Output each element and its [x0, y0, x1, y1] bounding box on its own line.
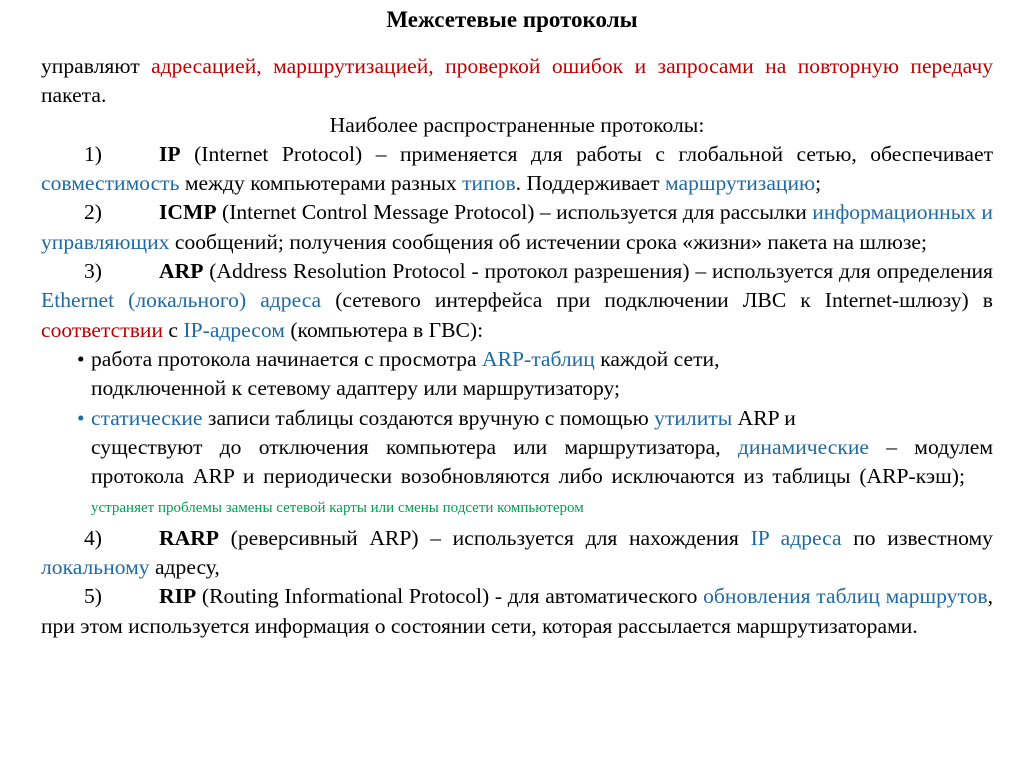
item-highlight: совместимость — [41, 171, 180, 196]
intro-paragraph — [41, 52, 993, 111]
bullet-dot: • — [77, 346, 85, 371]
protocol-name: ARP — [159, 259, 204, 284]
protocol-item-ip — [41, 140, 993, 199]
item-highlight: маршрутизацию — [664, 171, 816, 196]
bullet-highlight: статические — [91, 405, 203, 430]
protocol-item-rip — [41, 582, 993, 641]
item-number: 1) — [84, 141, 102, 166]
item-text: адресу, — [154, 555, 220, 580]
item-text: , при этом используется информация о состоянии сети, которая рассылается маршрутизаторами. — [41, 584, 993, 638]
item-text: (сетевого интерфейса при подключении ЛВС к Internet-шлюзу) в — [335, 288, 993, 313]
item-highlight: локальному — [41, 555, 150, 580]
item-text: между компьютерами разных — [184, 171, 457, 196]
item-highlight: IP адреса — [750, 525, 842, 550]
item-text: (Routing Informational Protocol) - для автоматического — [201, 584, 698, 609]
intro-text-2: пакета. — [41, 83, 107, 108]
bullet-text: – модулем протокола ARP и периодически возобновляются либо исключаются из таблицы (ARP-кэш); — [91, 434, 993, 489]
bullet-text: работа протокола начинается с просмотра — [91, 346, 477, 371]
bullet-dot: • — [77, 405, 85, 430]
protocol-name: RARP — [159, 525, 219, 550]
item-highlight: Ethernet (локального) адреса — [41, 288, 322, 313]
intro-text-1: управляют — [41, 54, 140, 78]
arp-bullet-1 — [41, 345, 993, 374]
intro-highlight: адресацией, маршрутизацией, проверкой ошибок и запросами на повторную передачу — [151, 54, 993, 78]
bullet-note: устраняет проблемы замены сетевой карты или смены подсети компьютером — [91, 500, 584, 517]
item-highlight: информационных и управляющих — [41, 200, 993, 254]
item-text: (Internet Protocol) – применяется для работы с глобальной сетью, обеспечивает — [194, 141, 994, 166]
protocol-item-arp — [41, 257, 993, 345]
subtitle: Наиболее распространенные протоколы: — [329, 112, 705, 137]
item-highlight: IP-адресом — [183, 317, 285, 342]
bullet-highlight: ARP-таблиц — [482, 346, 595, 371]
protocol-name: ICMP — [159, 200, 217, 225]
item-highlight: обновления таблиц маршрутов — [703, 584, 988, 609]
item-text: (Internet Control Message Protocol) – используется для рассылки — [222, 200, 807, 225]
arp-bullet-2 — [41, 404, 993, 433]
item-text: . Поддерживает — [515, 171, 660, 196]
item-text: (компьютера в ГВС): — [290, 317, 484, 342]
item-highlight-red: соответствии — [41, 317, 164, 342]
bullet-text: существуют до отключения компьютера или маршрутизатора, — [91, 434, 721, 459]
item-text: (Address Resolution Protocol - протокол разрешения) – используется для определения — [209, 259, 993, 284]
bullet-text: ARP и — [737, 405, 796, 430]
bullet-highlight: утилиты — [654, 405, 733, 430]
item-text: (реверсивный ARP) – используется для нахождения — [230, 525, 739, 550]
bullet-highlight: динамические — [737, 434, 869, 459]
arp-bullet-1-cont: подключенной к сетевому адаптеру или маршрутизатору; — [91, 376, 621, 401]
arp-bullet-2-cont — [41, 433, 993, 524]
item-number: 5) — [84, 584, 102, 609]
item-text: ; — [815, 171, 822, 196]
protocol-name: IP — [159, 141, 181, 166]
item-number: 4) — [84, 525, 102, 550]
protocol-item-icmp — [41, 198, 993, 257]
item-number: 3) — [84, 259, 102, 284]
item-text: с — [168, 317, 179, 342]
item-highlight: типов — [462, 171, 516, 196]
protocol-name: RIP — [159, 584, 197, 609]
item-text: сообщений; получения сообщения об истечении срока «жизни» пакета на шлюзе; — [174, 229, 927, 254]
bullet-text: записи таблицы создаются вручную с помощью — [207, 405, 649, 430]
item-text: по известному — [853, 525, 993, 550]
item-number: 2) — [84, 200, 102, 225]
protocol-item-rarp — [41, 524, 993, 583]
slide-content — [41, 52, 993, 641]
bullet-text: каждой сети, — [600, 346, 720, 371]
slide-title: Межсетевые протоколы — [386, 7, 638, 32]
